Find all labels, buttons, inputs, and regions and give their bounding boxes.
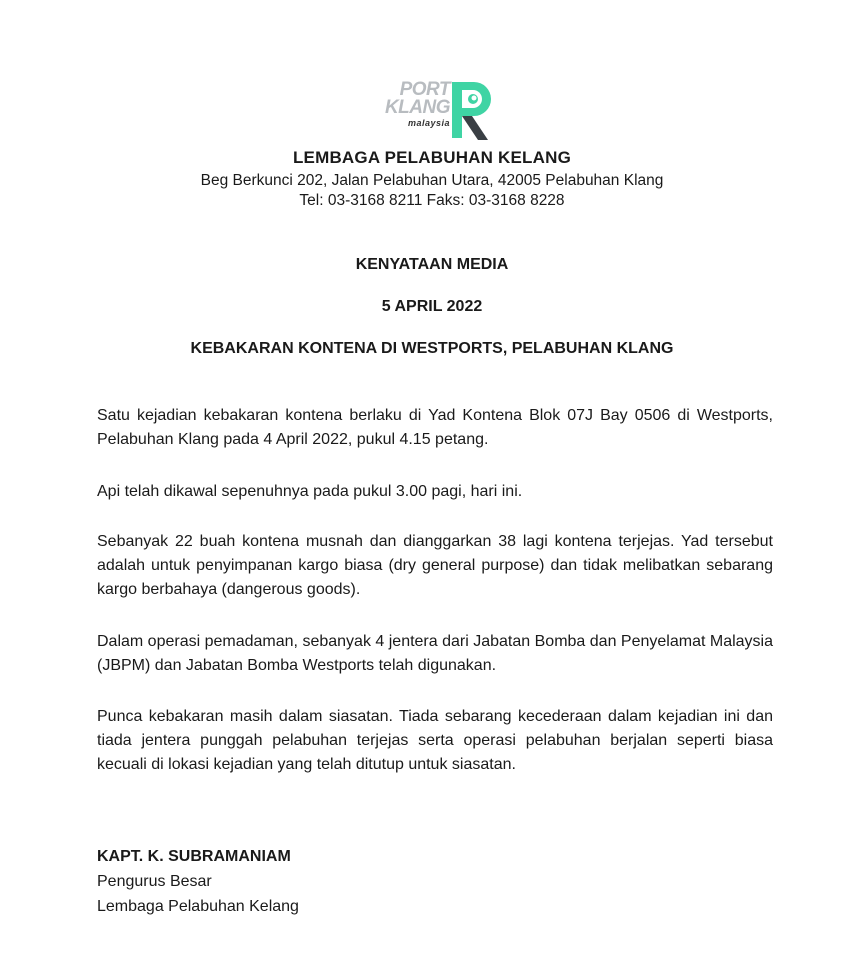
logo-country: malaysia: [407, 118, 450, 128]
organization-address: Beg Berkunci 202, Jalan Pelabuhan Utara, 42005 Pelabuhan Klang: [200, 172, 664, 189]
logo-wordmark: [385, 80, 450, 128]
logo-word-port: PORT: [399, 79, 450, 100]
body-paragraph: Api telah dikawal sepenuhnya pada pukul 3.00 pagi, hari ini.: [97, 483, 523, 500]
body-paragraph: Dalam operasi pemadaman, sebanyak 4 jentera dari Jabatan Bomba dan Penyelamat Malaysia (JBPM) dan Jabatan Bomba Westports telah digunakan.: [97, 633, 773, 674]
document-date: 5 APRIL 2022: [381, 298, 483, 315]
organization-contact: Tel: 03-3168 8211 Faks: 03-3168 8228: [299, 192, 565, 209]
body-paragraph: Punca kebakaran masih dalam siasatan. Tiada sebarang kecederaan dalam kejadian ini dan tiada jentera punggah pelabuhan terjejas serta operasi pelabuhan berjalan seperti biasa kecuali di lokasi kejadian yang telah ditutup untuk siasatan.: [97, 708, 773, 773]
port-klang-pk-mark-icon: [448, 78, 494, 142]
document-title: KEBAKARAN KONTENA DI WESTPORTS, PELABUHAN KLANG: [190, 340, 674, 357]
signatory-name: KAPT. K. SUBRAMANIAM: [97, 848, 291, 865]
body-paragraph: Sebanyak 22 buah kontena musnah dan dianggarkan 38 lagi kontena terjejas. Yad tersebut adalah untuk penyimpanan kargo biasa (dry general purpose) dan tidak melibatkan sebarang kargo berbahaya (dangerous goods).: [97, 533, 773, 598]
port-klang-logo: [368, 78, 498, 144]
organization-name: LEMBAGA PELABUHAN KELANG: [292, 148, 572, 167]
signatory-role: Pengurus Besar: [97, 873, 212, 890]
body-paragraph: Satu kejadian kebakaran kontena berlaku di Yad Kontena Blok 07J Bay 0506 di Westports, Pelabuhan Klang pada 4 April 2022, pukul 4.15 petang.: [97, 407, 773, 448]
document-type: KENYATAAN MEDIA: [355, 256, 509, 273]
logo-word-klang: KLANG: [384, 97, 450, 118]
signatory-organization: Lembaga Pelabuhan Kelang: [97, 898, 299, 915]
